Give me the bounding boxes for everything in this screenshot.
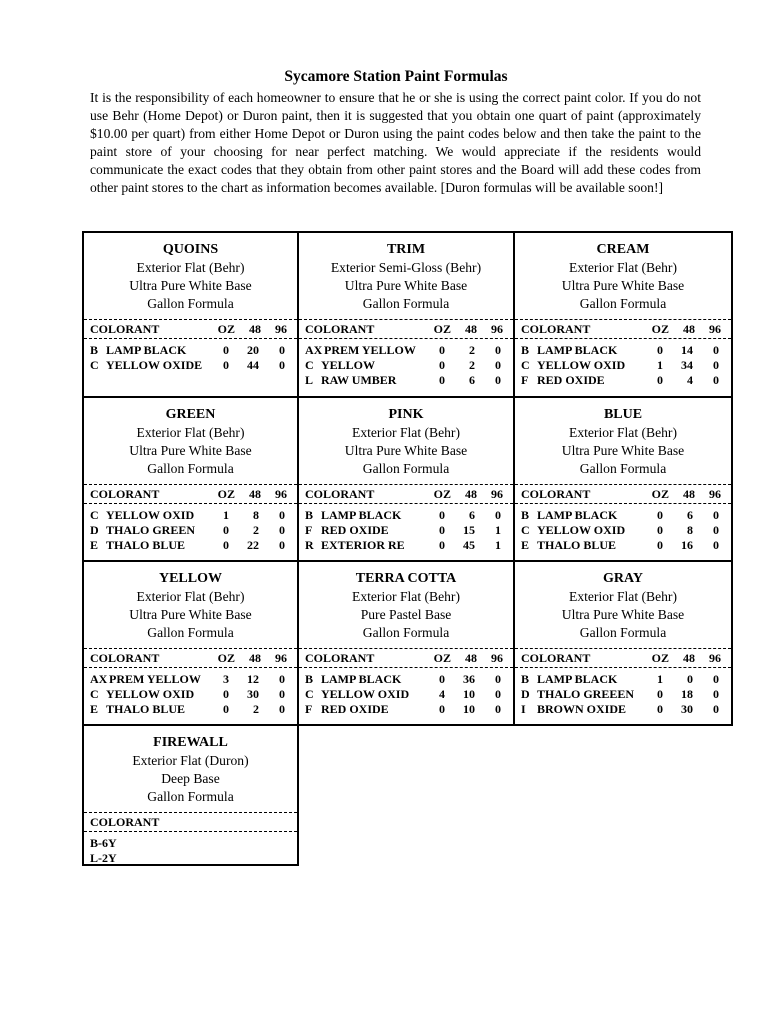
colorant-header: COLORANT: [521, 322, 591, 336]
oz-value: 0: [657, 343, 663, 357]
col96-value: 0: [495, 687, 501, 701]
colorant-row: [299, 508, 513, 523]
oz-value: 1: [223, 508, 229, 522]
colorant-name: YELLOW OXID: [537, 358, 626, 372]
color-name: PINK: [388, 407, 424, 422]
col96-header: 96: [491, 651, 503, 665]
colorant-header: COLORANT: [90, 815, 160, 829]
col48-value: 8: [253, 508, 259, 522]
colorant-row: [299, 358, 513, 373]
colorant-row: [299, 373, 513, 388]
col48-header: 48: [249, 651, 261, 665]
finish-type: Exterior Flat (Behr): [569, 425, 677, 440]
col96-value: 0: [713, 687, 719, 701]
formula-label: Gallon Formula: [579, 296, 667, 311]
col48-value: 6: [469, 508, 475, 522]
oz-value: 0: [657, 373, 663, 387]
formula-card: [82, 560, 299, 726]
colorant-rows: [515, 343, 731, 388]
col96-value: 0: [713, 358, 719, 372]
color-name: TERRA COTTA: [355, 571, 457, 586]
formula-card: [513, 396, 733, 562]
oz-header: OZ: [217, 322, 235, 336]
colorant-code: F: [305, 702, 313, 716]
finish-type: Exterior Semi-Gloss (Behr): [330, 260, 482, 275]
col96-value: 0: [495, 373, 501, 387]
oz-value: 3: [223, 672, 229, 686]
color-name: FIREWALL: [153, 735, 228, 750]
col96-value: 1: [495, 523, 501, 537]
oz-value: 0: [223, 523, 229, 537]
col96-value: 0: [713, 373, 719, 387]
col48-value: 15: [463, 523, 475, 537]
oz-value: 0: [657, 508, 663, 522]
col48-value: 6: [469, 373, 475, 387]
col96-value: 0: [713, 672, 719, 686]
col48-header: 48: [465, 322, 477, 336]
colorant-name: YELLOW OXID: [537, 523, 626, 537]
colorant-name: RED OXIDE: [321, 702, 389, 716]
col48-value: 30: [681, 702, 693, 716]
colorant-rows: [299, 508, 513, 553]
finish-type: Exterior Flat (Behr): [136, 589, 245, 604]
oz-value: 0: [657, 538, 663, 552]
formula-label: Gallon Formula: [362, 461, 450, 476]
colorant-name: RED OXIDE: [321, 523, 389, 537]
col96-header: 96: [709, 651, 721, 665]
colorant-header: COLORANT: [305, 322, 375, 336]
col48-value: 22: [247, 538, 259, 552]
base-type: Ultra Pure White Base: [129, 443, 252, 458]
col96-header: 96: [275, 651, 287, 665]
colorant-name: RAW UMBER: [321, 373, 397, 387]
oz-value: 1: [657, 358, 663, 372]
colorant-header-row: [299, 484, 513, 504]
col96-value: 0: [713, 508, 719, 522]
colorant-header: COLORANT: [521, 651, 591, 665]
col96-header: 96: [709, 487, 721, 501]
oz-value: 0: [439, 508, 445, 522]
colorant-header: COLORANT: [90, 487, 160, 501]
colorant-row: [84, 538, 297, 553]
colorant-name: EXTERIOR RE: [321, 538, 405, 552]
colorant-code: C: [90, 687, 99, 701]
col48-value: 2: [469, 343, 475, 357]
colorant-code: C: [521, 523, 530, 537]
col96-value: 0: [495, 358, 501, 372]
colorant-row: [299, 702, 513, 717]
colorant-row: [299, 538, 513, 553]
oz-value: 0: [439, 672, 445, 686]
oz-value: 0: [657, 523, 663, 537]
colorant-row: [84, 687, 297, 702]
colorant-name: BROWN OXIDE: [537, 702, 627, 716]
formula-card: [82, 724, 299, 866]
col48-value: 10: [463, 702, 475, 716]
col48-value: 45: [463, 538, 475, 552]
oz-value: 1: [657, 672, 663, 686]
col96-value: 0: [495, 702, 501, 716]
colorant-name: THALO GREEN: [106, 523, 196, 537]
oz-value: 4: [439, 687, 445, 701]
col48-header: 48: [465, 651, 477, 665]
oz-header: OZ: [433, 322, 451, 336]
colorant-name: YELLOW OXID: [106, 508, 195, 522]
base-type: Ultra Pure White Base: [344, 443, 468, 458]
oz-value: 0: [439, 523, 445, 537]
finish-type: Exterior Flat (Behr): [352, 589, 460, 604]
colorant-code: L-2Y: [90, 851, 117, 865]
colorant-name: THALO BLUE: [537, 538, 617, 552]
oz-header: OZ: [433, 651, 451, 665]
colorant-row: [299, 523, 513, 538]
col48-value: 44: [247, 358, 259, 372]
col96-value: 0: [713, 702, 719, 716]
colorant-row: [515, 523, 731, 538]
colorant-row: [515, 358, 731, 373]
colorant-row: [299, 672, 513, 687]
colorant-rows: [299, 343, 513, 388]
colorant-code: B: [521, 672, 530, 686]
col48-value: 34: [681, 358, 693, 372]
colorant-name: YELLOW: [321, 358, 376, 372]
base-type: Deep Base: [161, 771, 220, 786]
col48-value: 2: [469, 358, 475, 372]
col48-value: 14: [681, 343, 693, 357]
col96-value: 0: [279, 343, 285, 357]
col48-header: 48: [683, 322, 695, 336]
col48-value: 20: [247, 343, 259, 357]
colorant-code: R: [305, 538, 314, 552]
colorant-rows: [84, 343, 297, 373]
colorant-name: LAMP BLACK: [321, 508, 402, 522]
finish-type: Exterior Flat (Behr): [136, 425, 245, 440]
col96-value: 0: [279, 508, 285, 522]
colorant-name: LAMP BLACK: [537, 672, 618, 686]
colorant-name: THALO BLUE: [106, 702, 186, 716]
intro-paragraph: It is the responsibility of each homeowner to ensure that he or she is using the correct paint color. If you do not use Behr (Home Depot) or Duron paint, then it is suggested that you obtain one quart of paint (approximately $10.00 per quart) from either Home Depot or Duron using the paint codes below and then take the paint to the paint store of your choosing for near perfect matching. We would appreciate if the residents would communicate the exact codes that they obtain from other paint stores and the Board will add these codes from other paint stores to the chart as information becomes available. [Duron formulas will be available soon!]: [90, 90, 701, 195]
color-name: CREAM: [596, 242, 650, 257]
colorant-name: THALO GREEEN: [537, 687, 635, 701]
col96-value: 0: [279, 538, 285, 552]
colorant-rows: [84, 672, 297, 717]
finish-type: Exterior Flat (Behr): [569, 260, 677, 275]
colorant-rows: [84, 836, 297, 866]
colorant-code: E: [90, 538, 99, 552]
colorant-row: [84, 358, 297, 373]
finish-type: Exterior Flat (Behr): [569, 589, 677, 604]
colorant-code: AX: [90, 672, 108, 686]
col96-value: 0: [495, 343, 501, 357]
colorant-code: B-6Y: [90, 836, 117, 850]
col48-header: 48: [683, 487, 695, 501]
oz-value: 0: [223, 702, 229, 716]
colorant-header: COLORANT: [90, 651, 160, 665]
col48-value: 0: [687, 672, 693, 686]
colorant-rows: [84, 508, 297, 553]
col48-value: 2: [253, 702, 259, 716]
col48-header: 48: [465, 487, 477, 501]
oz-value: 0: [439, 358, 445, 372]
colorant-code: B: [521, 508, 530, 522]
col48-header: 48: [249, 322, 261, 336]
colorant-name: YELLOW OXIDE: [106, 358, 203, 372]
color-name: YELLOW: [158, 571, 222, 586]
colorant-row: [515, 373, 731, 388]
colorant-row: [84, 523, 297, 538]
col96-value: 0: [279, 523, 285, 537]
formula-card: [297, 560, 515, 726]
oz-value: 0: [657, 702, 663, 716]
formula-card: [513, 231, 733, 398]
formula-card: [297, 231, 515, 398]
colorant-row: [84, 702, 297, 717]
formula-card: [82, 396, 299, 562]
col96-value: 0: [279, 358, 285, 372]
document-title: Sycamore Station Paint Formulas: [284, 68, 508, 85]
col96-value: 0: [279, 702, 285, 716]
oz-header: OZ: [651, 651, 669, 665]
colorant-code: I: [521, 702, 526, 716]
colorant-name: LAMP BLACK: [537, 343, 618, 357]
colorant-header: COLORANT: [90, 322, 160, 336]
colorant-header-row: [84, 319, 297, 339]
color-name: TRIM: [386, 242, 426, 257]
oz-value: 0: [439, 702, 445, 716]
formula-card: [82, 231, 299, 398]
colorant-row: [84, 836, 297, 851]
finish-type: Exterior Flat (Behr): [352, 425, 460, 440]
base-type: Ultra Pure White Base: [561, 607, 685, 622]
colorant-rows: [515, 672, 731, 717]
colorant-code: D: [90, 523, 99, 537]
colorant-name: LAMP BLACK: [106, 343, 187, 357]
col96-value: 0: [713, 523, 719, 537]
colorant-code: B: [305, 672, 314, 686]
colorant-row: [515, 702, 731, 717]
oz-value: 0: [223, 687, 229, 701]
oz-header: OZ: [651, 322, 669, 336]
col96-header: 96: [709, 322, 721, 336]
col48-value: 2: [253, 523, 259, 537]
colorant-row: [299, 343, 513, 358]
colorant-code: E: [90, 702, 99, 716]
colorant-name: LAMP BLACK: [537, 508, 618, 522]
formula-label: Gallon Formula: [362, 296, 450, 311]
col48-value: 12: [247, 672, 259, 686]
base-type: Ultra Pure White Base: [561, 278, 685, 293]
colorant-header-row: [515, 319, 731, 339]
oz-header: OZ: [433, 487, 451, 501]
colorant-header: COLORANT: [305, 651, 375, 665]
formula-card: [513, 560, 733, 726]
colorant-name: YELLOW OXID: [321, 687, 410, 701]
colorant-code: L: [305, 373, 314, 387]
col96-header: 96: [491, 322, 503, 336]
col96-value: 1: [495, 538, 501, 552]
col96-header: 96: [275, 487, 287, 501]
base-type: Ultra Pure White Base: [129, 607, 252, 622]
finish-type: Exterior Flat (Behr): [136, 260, 245, 275]
colorant-name: YELLOW OXID: [106, 687, 195, 701]
colorant-row: [299, 687, 513, 702]
base-type: Pure Pastel Base: [360, 607, 452, 622]
oz-value: 0: [439, 538, 445, 552]
colorant-code: C: [521, 358, 530, 372]
col48-value: 10: [463, 687, 475, 701]
colorant-header-row: [515, 648, 731, 668]
col96-value: 0: [713, 343, 719, 357]
color-name: GREEN: [165, 407, 216, 422]
color-name: BLUE: [603, 407, 643, 422]
base-type: Ultra Pure White Base: [344, 278, 468, 293]
formula-label: Gallon Formula: [147, 625, 234, 640]
formula-label: Gallon Formula: [147, 296, 234, 311]
col48-value: 36: [463, 672, 475, 686]
oz-value: 0: [223, 538, 229, 552]
col96-header: 96: [491, 487, 503, 501]
colorant-code: C: [305, 687, 314, 701]
formula-label: Gallon Formula: [147, 461, 234, 476]
formula-label: Gallon Formula: [579, 461, 667, 476]
color-name: GRAY: [603, 571, 643, 586]
col96-value: 0: [279, 687, 285, 701]
colorant-name: PREM YELLOW: [109, 672, 201, 686]
col96-value: 0: [495, 508, 501, 522]
colorant-code: C: [90, 508, 99, 522]
colorant-code: B: [521, 343, 530, 357]
colorant-code: B: [305, 508, 314, 522]
oz-header: OZ: [217, 651, 235, 665]
colorant-rows: [515, 508, 731, 553]
colorant-name: PREM YELLOW: [324, 343, 416, 357]
col48-header: 48: [249, 487, 261, 501]
formula-label: Gallon Formula: [147, 789, 234, 804]
col96-value: 0: [495, 672, 501, 686]
colorant-code: E: [521, 538, 530, 552]
colorant-header: COLORANT: [521, 487, 591, 501]
colorant-code: AX: [305, 343, 323, 357]
col48-value: 4: [687, 373, 693, 387]
colorant-name: THALO BLUE: [106, 538, 186, 552]
colorant-row: [84, 672, 297, 687]
oz-header: OZ: [217, 487, 235, 501]
oz-value: 0: [439, 343, 445, 357]
base-type: Ultra Pure White Base: [561, 443, 685, 458]
col96-header: 96: [275, 322, 287, 336]
colorant-row: [515, 508, 731, 523]
colorant-header-row: [84, 812, 297, 832]
col48-value: 18: [681, 687, 693, 701]
colorant-row: [515, 687, 731, 702]
col96-value: 0: [279, 672, 285, 686]
colorant-name: LAMP BLACK: [321, 672, 402, 686]
oz-value: 0: [223, 358, 229, 372]
oz-value: 0: [657, 687, 663, 701]
oz-value: 0: [439, 373, 445, 387]
colorant-header: COLORANT: [305, 487, 375, 501]
colorant-rows: [299, 672, 513, 717]
colorant-row: [515, 538, 731, 553]
col48-value: 30: [247, 687, 259, 701]
colorant-row: [84, 508, 297, 523]
colorant-row: [515, 672, 731, 687]
colorant-code: D: [521, 687, 530, 701]
colorant-row: [84, 343, 297, 358]
finish-type: Exterior Flat (Duron): [132, 753, 249, 768]
colorant-header-row: [84, 648, 297, 668]
col48-value: 6: [687, 508, 693, 522]
col48-value: 8: [687, 523, 693, 537]
colorant-header-row: [299, 319, 513, 339]
color-name: QUOINS: [162, 242, 219, 257]
col96-value: 0: [713, 538, 719, 552]
colorant-header-row: [299, 648, 513, 668]
colorant-header-row: [84, 484, 297, 504]
colorant-code: B: [90, 343, 99, 357]
base-type: Ultra Pure White Base: [129, 278, 252, 293]
formula-label: Gallon Formula: [579, 625, 667, 640]
oz-header: OZ: [651, 487, 669, 501]
colorant-row: [84, 851, 297, 866]
colorant-name: RED OXIDE: [537, 373, 605, 387]
col48-header: 48: [683, 651, 695, 665]
colorant-code: F: [305, 523, 313, 537]
colorant-code: F: [521, 373, 529, 387]
col48-value: 16: [681, 538, 693, 552]
colorant-code: C: [90, 358, 99, 372]
formula-card: [297, 396, 515, 562]
colorant-header-row: [515, 484, 731, 504]
colorant-code: C: [305, 358, 314, 372]
formula-label: Gallon Formula: [362, 625, 450, 640]
colorant-row: [515, 343, 731, 358]
oz-value: 0: [223, 343, 229, 357]
